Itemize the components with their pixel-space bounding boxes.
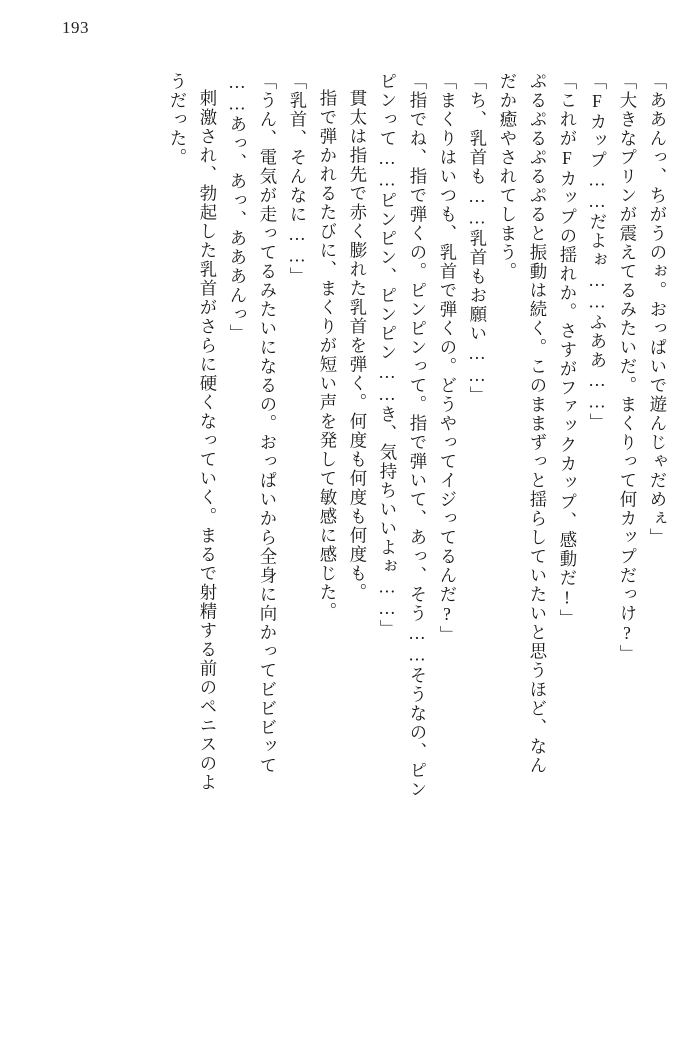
text-line: 「ち、乳首も……乳首もお願い……」 [467,72,487,406]
text-line: ピンって……ピンピン、ピンピン……き、気持ちいいよぉ……」 [377,72,397,639]
text-line: 「ああんっ、ちがうのぉ。おっぱいで遊んじゃだめぇ」 [647,72,667,547]
text-line: ぷるぷるぷるぷると振動は続く。このままずっと揺らしていたいと思うほど、なん [527,72,547,775]
text-line: 「大きなプリンが震えてるみたいだ。まくりって何カップだっけ?」 [617,72,637,664]
text-line: 刺激され、勃起した乳首がさらに硬くなっていく。まるで射精する前のペニスのよ [197,89,217,792]
text-line: 「乳首、そんなに……」 [287,72,307,287]
text-line: 「これがFカップの揺れか。さすがファックカップ、感動だ!」 [557,72,577,629]
vertical-body-text [28,72,665,1012]
text-line: うだった。 [167,72,187,167]
text-line: ……あっ、あっ、あああんっ」 [227,72,247,344]
text-line: 「Fカップ……だよぉ……ふああ……」 [587,72,607,433]
text-line: 「まくりはいつも、乳首で弾くの。どうやってイジってるんだ?」 [437,72,457,645]
text-line: 貫太は指先で赤く膨れた乳首を弾く。何度も何度も何度も。 [347,89,367,602]
text-line: 「指でね、指で弾くの。ピンピンって。指で弾いて、あっ、そう……そうなの、ピン [407,72,427,800]
text-line: だか癒やされてしまう。 [497,72,517,281]
page-number: 193 [62,18,89,37]
text-line: 「うん、電気が走ってるみたいになるの。おっぱいから全身に向かってビビビッて [257,72,277,775]
text-line: 指で弾かれるたびに、まくりが短い声を発して敏感に感じた。 [317,89,337,621]
